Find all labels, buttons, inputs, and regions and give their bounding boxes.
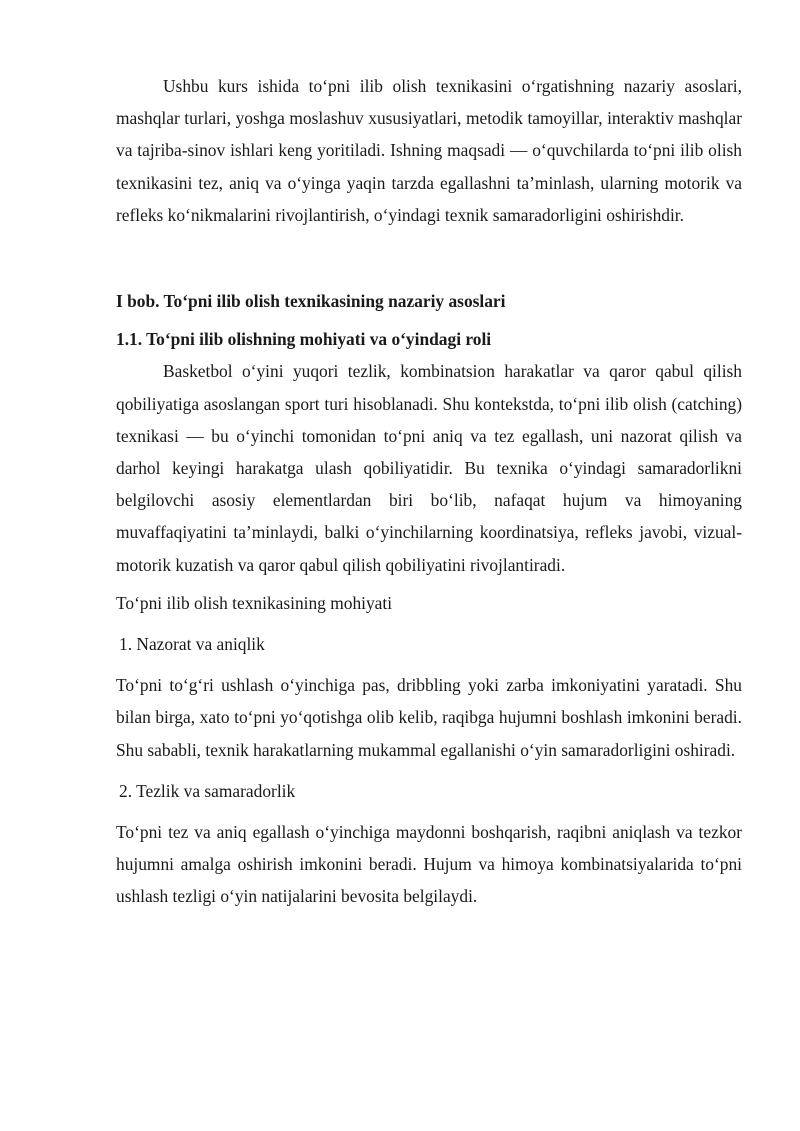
chapter-title: I bob. To‘pni ilib olish texnikasining nazariy asoslari [116,291,506,312]
list-item-label: 1. Nazorat va aniqlik [119,634,265,655]
document-page [116,70,742,913]
list-item-text: To‘pni tez va aniq egallash o‘yinchiga maydonni boshqarish, raqibni aniqlash va tezkor hujumni amalga oshirish imkonini beradi. Hujum va himoya kombinatsiyalarida to‘pni ushlash tezligi o‘yin natijalarini bevosita belgilaydi. [116,822,742,907]
section-title: 1.1. To‘pni ilib olishning mohiyati va o‘yindagi roli [116,329,492,350]
section-paragraph: Basketbol o‘yini yuqori tezlik, kombinatsion harakatlar va qaror qabul qilish qobiliyatiga asoslangan sport turi hisoblanadi. Shu kontekstda, to‘pni ilib olish (catching) texnikasi — bu o‘yinchi tomonidan to‘pni aniq va tez egallash, uni nazorat qilish va darhol keyingi harakatga ulash qobiliyatidir. Bu texnika o‘yindagi samaradorlikni belgilovchi asosiy elementlardan biri bo‘lib, nafaqat hujum va himoyaning muvaffaqiyatini ta’minlaydi, balki o‘yinchilarning koordinatsiya, refleks javobi, vizual-motorik kuzatish va qaror qabul qilish qobiliyatini rivojlantiradi. [116,361,742,575]
subheading: To‘pni ilib olish texnikasining mohiyati [116,592,393,613]
intro-paragraph: Ushbu kurs ishida to‘pni ilib olish texnikasini o‘rgatishning nazariy asoslari, mashqlar turlari, yoshga moslashuv xususiyatlari, metodik tamoyillar, interaktiv mashqlar va tajriba-sinov ishlari keng yoritiladi. Ishning maqsadi — o‘quvchilarda to‘pni ilib olish texnikasini tez, aniq va o‘yinga yaqin tarzda egallashni ta’minlash, ularning motorik va refleks ko‘nikmalarini rivojlantirish, o‘yindagi texnik samaradorligini oshirishdir. [116,76,742,225]
list-item-text: To‘pni to‘g‘ri ushlash o‘yinchiga pas, dribbling yoki zarba imkoniyatini yaratadi. Shu bilan birga, xato to‘pni yo‘qotishga olib kelib, raqibga hujumni boshlash imkonini beradi. Shu sababli, texnik harakatlarning mukammal egallanishi o‘yin samaradorligini oshiradi. [116,675,742,760]
list-item-label: 2. Tezlik va samaradorlik [119,780,296,801]
